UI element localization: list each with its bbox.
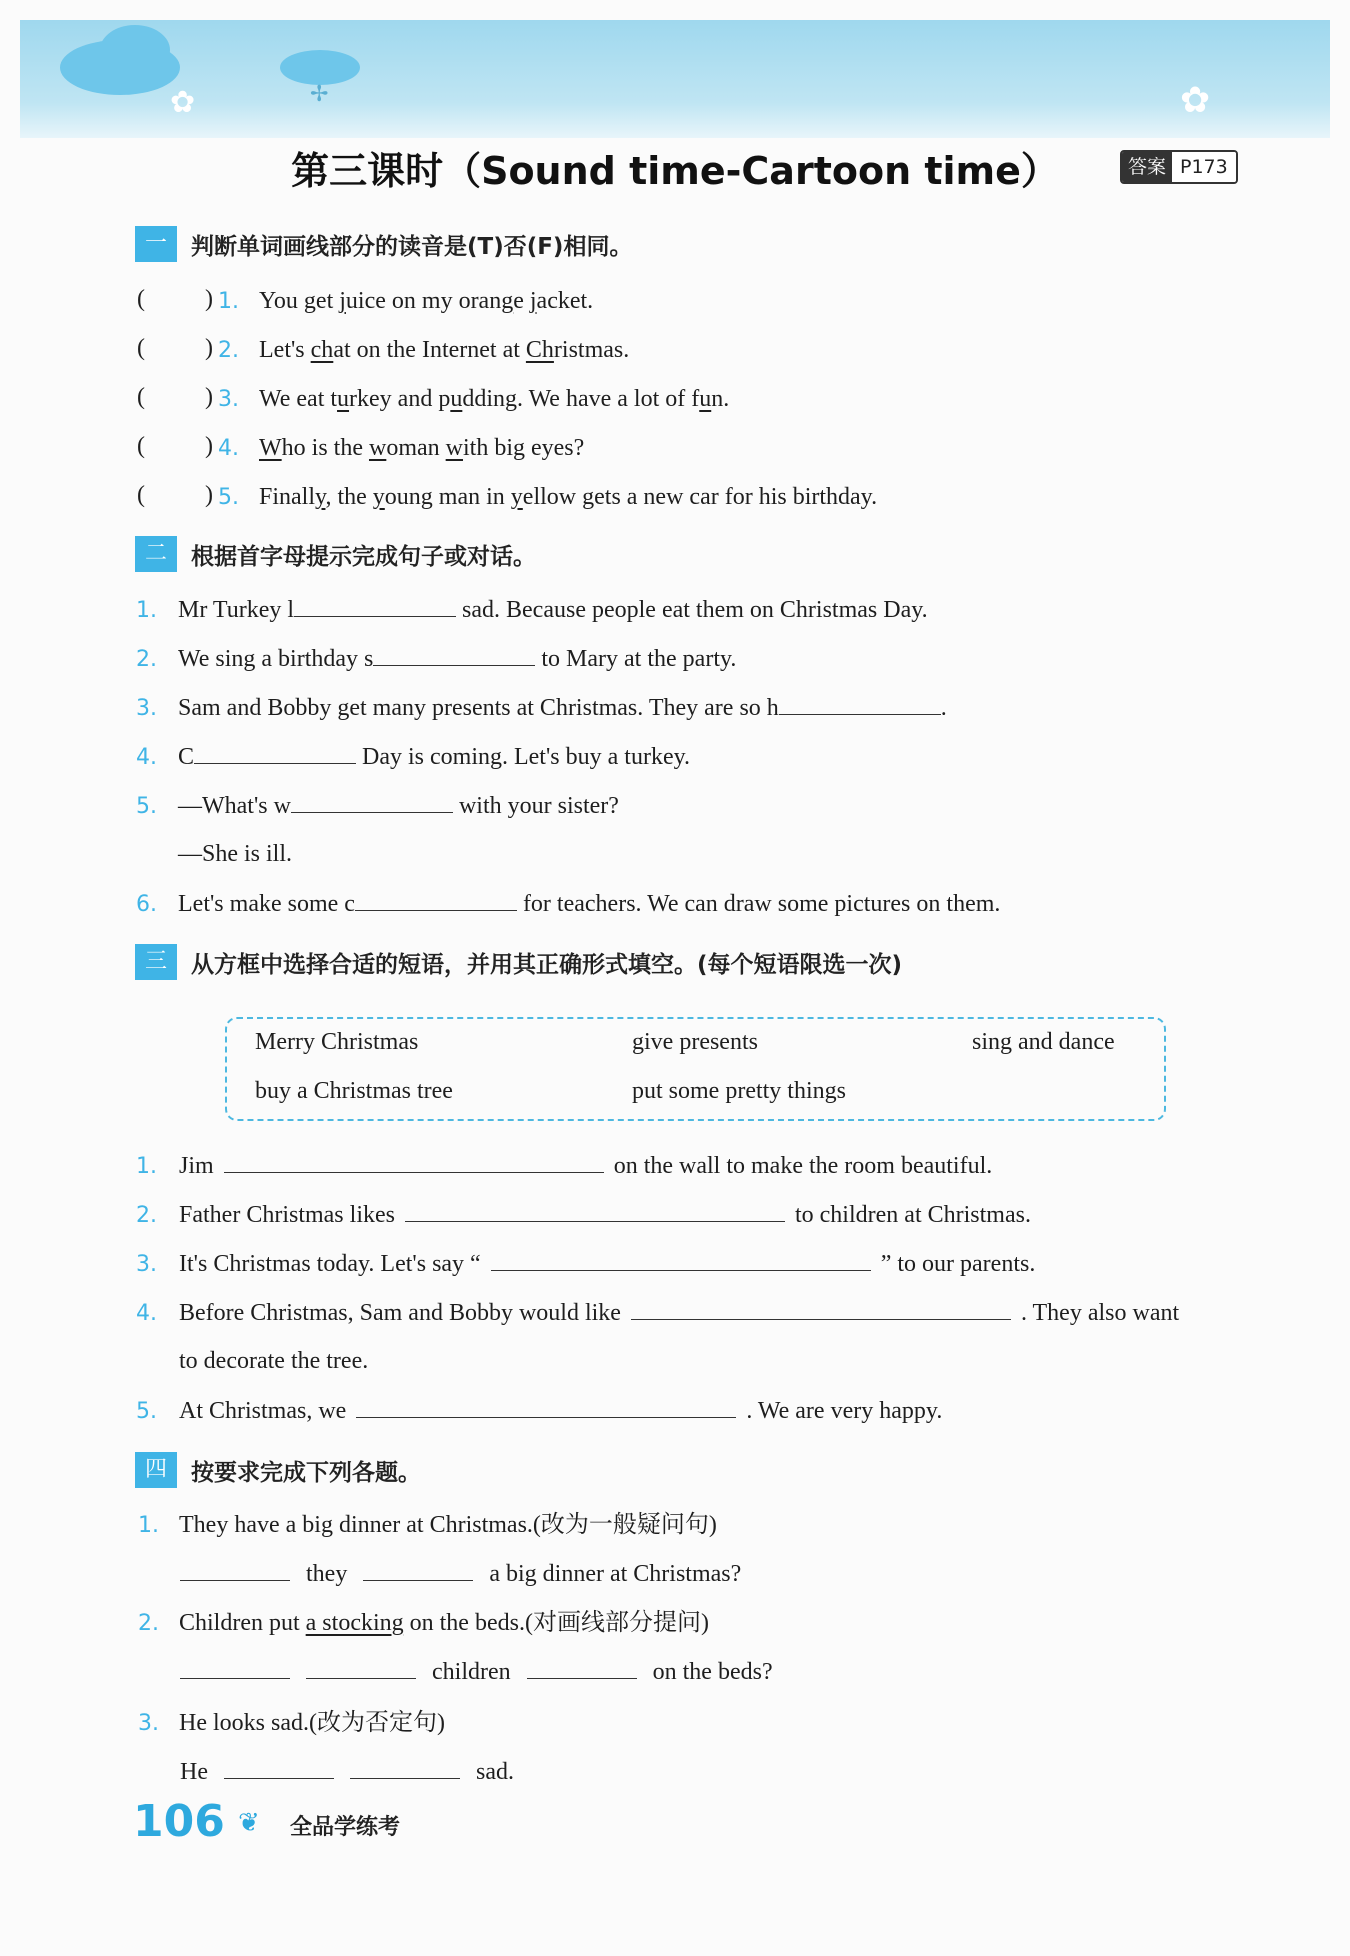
question-number: 3. [138, 1711, 159, 1736]
cloud-icon [280, 50, 360, 85]
sentence-text: ith big eyes? [463, 435, 585, 461]
underlined-letters: u [337, 386, 350, 412]
sentence-text: Let's [259, 337, 311, 363]
leaf-icon: ❦ [238, 1808, 260, 1838]
flower-icon: ✿ [170, 85, 196, 120]
question-line [136, 643, 736, 675]
answer-page: P173 [1172, 152, 1236, 182]
flower-icon: ✿ [1180, 80, 1211, 121]
underlined-letters: u [450, 386, 463, 412]
question-text: He looks sad. [179, 1710, 309, 1736]
section-badge: 三 [135, 944, 177, 980]
question-number: 5. [136, 794, 157, 819]
question-number: 1. [138, 1513, 159, 1538]
question-text: . [940, 695, 947, 721]
question-text: It's Christmas today. Let's say “ [179, 1251, 481, 1277]
sentence-text: acket. [536, 288, 594, 314]
question-text: —She is ill. [178, 841, 293, 867]
sentence-text: rkey and p [349, 386, 451, 412]
question-text: Sam and Bobby get many presents at Christmas. They are so h [178, 695, 779, 721]
question-text: on the wall to make the room beautiful. [613, 1153, 993, 1179]
answer-line[interactable] [180, 1756, 514, 1787]
question-line [136, 594, 928, 626]
answer-word: children [432, 1659, 511, 1685]
answer-blank[interactable] [180, 1558, 290, 1581]
answer-paren-open: ( [137, 335, 145, 361]
question-number: 3. [136, 1252, 157, 1277]
question-number: 2. [218, 338, 239, 363]
question-line [136, 741, 690, 773]
answer-line[interactable] [180, 1558, 741, 1589]
lesson-title: 第三课时（Sound time-Cartoon time） [291, 149, 1059, 193]
answer-paren-open: ( [137, 433, 145, 459]
question-number: 3. [136, 696, 157, 721]
sentence-text: oman [386, 435, 446, 461]
question-line [136, 888, 1000, 920]
phrase-option: Merry Christmas [255, 1029, 419, 1055]
answer-paren-open: ( [137, 286, 145, 312]
dragonfly-icon: ✢ [310, 82, 329, 107]
question-note: (对画线部分提问) [524, 1610, 709, 1636]
answer-line[interactable] [180, 1656, 773, 1687]
question-line [136, 1199, 1031, 1231]
answer-word: on the beds? [652, 1659, 773, 1685]
answer-blank[interactable] [224, 1150, 604, 1173]
answer-paren-close: ) [205, 482, 213, 508]
question-text: . They also want [1020, 1300, 1180, 1326]
question-number: 5. [218, 485, 239, 510]
tf-answer-slot[interactable] [152, 482, 202, 510]
answer-blank[interactable] [363, 1558, 473, 1581]
sentence-text: , the [325, 484, 373, 510]
question-number: 2. [136, 1203, 157, 1228]
underlined-letters: W [259, 435, 282, 461]
answer-word: they [306, 1561, 348, 1587]
section-instruction: 根据首字母提示完成句子或对话。 [191, 543, 536, 570]
answer-blank[interactable] [224, 1756, 334, 1779]
question-sentence [259, 435, 584, 461]
question-text: Father Christmas likes [179, 1202, 395, 1228]
question-line [218, 286, 593, 317]
question-text: Before Christmas, Sam and Bobby would like [179, 1300, 621, 1326]
brand-name: 全品学练考 [290, 1815, 401, 1840]
question-text: C [178, 744, 195, 770]
question-text: sad. Because people eat them on Christmas Day. [456, 597, 928, 623]
question-number: 2. [138, 1611, 159, 1636]
answer-blank[interactable] [356, 1395, 736, 1418]
question-number: 5. [136, 1399, 157, 1424]
answer-blank[interactable] [291, 790, 453, 813]
question-text: Children put [179, 1610, 306, 1636]
question-line [136, 790, 619, 822]
sentence-text: We eat t [259, 386, 338, 412]
sentence-text: dding. We have a lot of f [462, 386, 700, 412]
sentence-text: Finall [259, 484, 316, 510]
underlined-letters: w [368, 435, 387, 461]
answer-blank[interactable] [194, 741, 356, 764]
question-line [138, 1510, 717, 1541]
section-header [135, 226, 632, 262]
answer-paren-close: ) [205, 286, 213, 312]
question-line [218, 433, 584, 464]
tf-answer-slot[interactable] [152, 384, 202, 412]
tf-answer-slot[interactable] [152, 335, 202, 363]
answer-blank[interactable] [631, 1297, 1011, 1320]
question-line [136, 1395, 942, 1427]
sentence-text: e [513, 288, 530, 314]
underlined-letters: j [529, 288, 537, 314]
answer-blank[interactable] [294, 594, 456, 617]
answer-blank[interactable] [350, 1756, 460, 1779]
question-sentence [259, 386, 729, 412]
answer-paren-close: ) [205, 384, 213, 410]
question-line [136, 1346, 368, 1376]
cloud-icon [100, 25, 170, 75]
underlined-letters: ch [310, 337, 334, 363]
answer-label: 答案 [1122, 152, 1172, 182]
section-instruction: 从方框中选择合适的短语，并用其正确形式填空。(每个短语限选一次) [191, 951, 903, 978]
underlined-letters: y [315, 484, 326, 510]
answer-paren-open: ( [137, 384, 145, 410]
question-line [136, 839, 292, 869]
answer-word: He [180, 1759, 208, 1785]
sentence-text: You get [259, 288, 340, 314]
underlined-letters: y [372, 484, 385, 510]
section-instruction: 判断单词画线部分的读音是(T)否(F)相同。 [191, 233, 633, 260]
section-badge: 四 [135, 1452, 177, 1488]
section-header [135, 944, 902, 980]
phrase-option: buy a Christmas tree [255, 1078, 453, 1104]
question-text: Jim [179, 1153, 214, 1179]
question-line [138, 1608, 709, 1639]
question-line [136, 1248, 1035, 1280]
phrase-option: put some pretty things [632, 1078, 846, 1104]
question-number: 6. [136, 892, 157, 917]
question-number: 4. [218, 436, 239, 461]
answer-blank[interactable] [779, 692, 941, 715]
tf-answer-slot[interactable] [152, 433, 202, 461]
sentence-text: n. [711, 386, 730, 412]
question-text: with your sister? [452, 793, 619, 819]
section-instruction: 按要求完成下列各题。 [191, 1459, 421, 1486]
answer-blank[interactable] [491, 1248, 871, 1271]
question-line [136, 1297, 1179, 1329]
question-text: for teachers. We can draw some pictures on them. [516, 891, 1001, 917]
question-text: At Christmas, we [179, 1398, 347, 1424]
question-text: Let's make some c [178, 891, 355, 917]
question-text: Mr Turkey l [178, 597, 295, 623]
section-badge: 二 [135, 536, 177, 572]
question-text: We sing a birthday s [178, 646, 374, 672]
answer-paren-open: ( [137, 482, 145, 508]
question-text: to children at Christmas. [794, 1202, 1031, 1228]
question-sentence [259, 337, 629, 363]
sentence-text: ristmas. [553, 337, 630, 363]
question-text: —What's w [178, 793, 291, 819]
answer-reference [1120, 150, 1238, 184]
question-text: to Mary at the party. [535, 646, 737, 672]
question-line [138, 1708, 445, 1739]
question-line [218, 482, 877, 513]
sentence-text: at on the Internet at [333, 337, 526, 363]
question-text: . We are very happy. [746, 1398, 943, 1424]
underlined-phrase: a stocking [305, 1610, 404, 1636]
question-number: 3. [218, 387, 239, 412]
sentence-text: ho is the [281, 435, 369, 461]
sentence-text: oung man in [384, 484, 511, 510]
answer-blank[interactable] [405, 1199, 785, 1222]
question-sentence [259, 484, 877, 510]
question-line [136, 692, 947, 724]
section-header [135, 1452, 421, 1488]
underlined-letters: u [699, 386, 712, 412]
question-number: 2. [136, 647, 157, 672]
answer-blank[interactable] [306, 1656, 416, 1679]
question-number: 1. [136, 598, 157, 623]
question-text: to decorate the tree. [179, 1348, 369, 1374]
question-text: on the beds. [403, 1610, 525, 1636]
answer-blank[interactable] [373, 643, 535, 666]
question-text: Day is coming. Let's buy a turkey. [356, 744, 691, 770]
answer-word: sad. [475, 1759, 514, 1785]
tf-answer-slot[interactable] [152, 286, 202, 314]
underlined-letters: y [510, 484, 523, 510]
underlined-letters: g [501, 288, 514, 314]
section-header [135, 536, 536, 572]
question-text: ” to our parents. [880, 1251, 1036, 1277]
sentence-text: ellow gets a new car for his birthday. [522, 484, 878, 510]
underlined-letters: w [445, 435, 463, 461]
question-line [136, 1150, 992, 1182]
question-note: (改为否定句) [308, 1710, 445, 1736]
question-line [218, 384, 729, 415]
question-line [218, 335, 629, 366]
question-number: 4. [136, 1301, 157, 1326]
answer-word: a big dinner at Christmas? [489, 1561, 742, 1587]
question-text: They have a big dinner at Christmas. [179, 1512, 533, 1538]
underlined-letters: Ch [525, 337, 554, 363]
sentence-text: uice on my oran [345, 288, 502, 314]
answer-paren-close: ) [205, 433, 213, 459]
answer-blank[interactable] [355, 888, 517, 911]
question-number: 1. [218, 289, 239, 314]
page-number: 106 [133, 1796, 225, 1847]
section-badge: 一 [135, 226, 177, 262]
answer-blank[interactable] [527, 1656, 637, 1679]
answer-paren-close: ) [205, 335, 213, 361]
underlined-letters: j [339, 288, 346, 314]
answer-blank[interactable] [180, 1656, 290, 1679]
question-note: (改为一般疑问句) [532, 1512, 717, 1538]
header-banner [20, 20, 1330, 138]
question-sentence [259, 288, 593, 314]
question-number: 1. [136, 1154, 157, 1179]
word-box [225, 1017, 1166, 1121]
question-number: 4. [136, 745, 157, 770]
phrase-option: sing and dance [972, 1029, 1115, 1055]
phrase-option: give presents [632, 1029, 758, 1055]
